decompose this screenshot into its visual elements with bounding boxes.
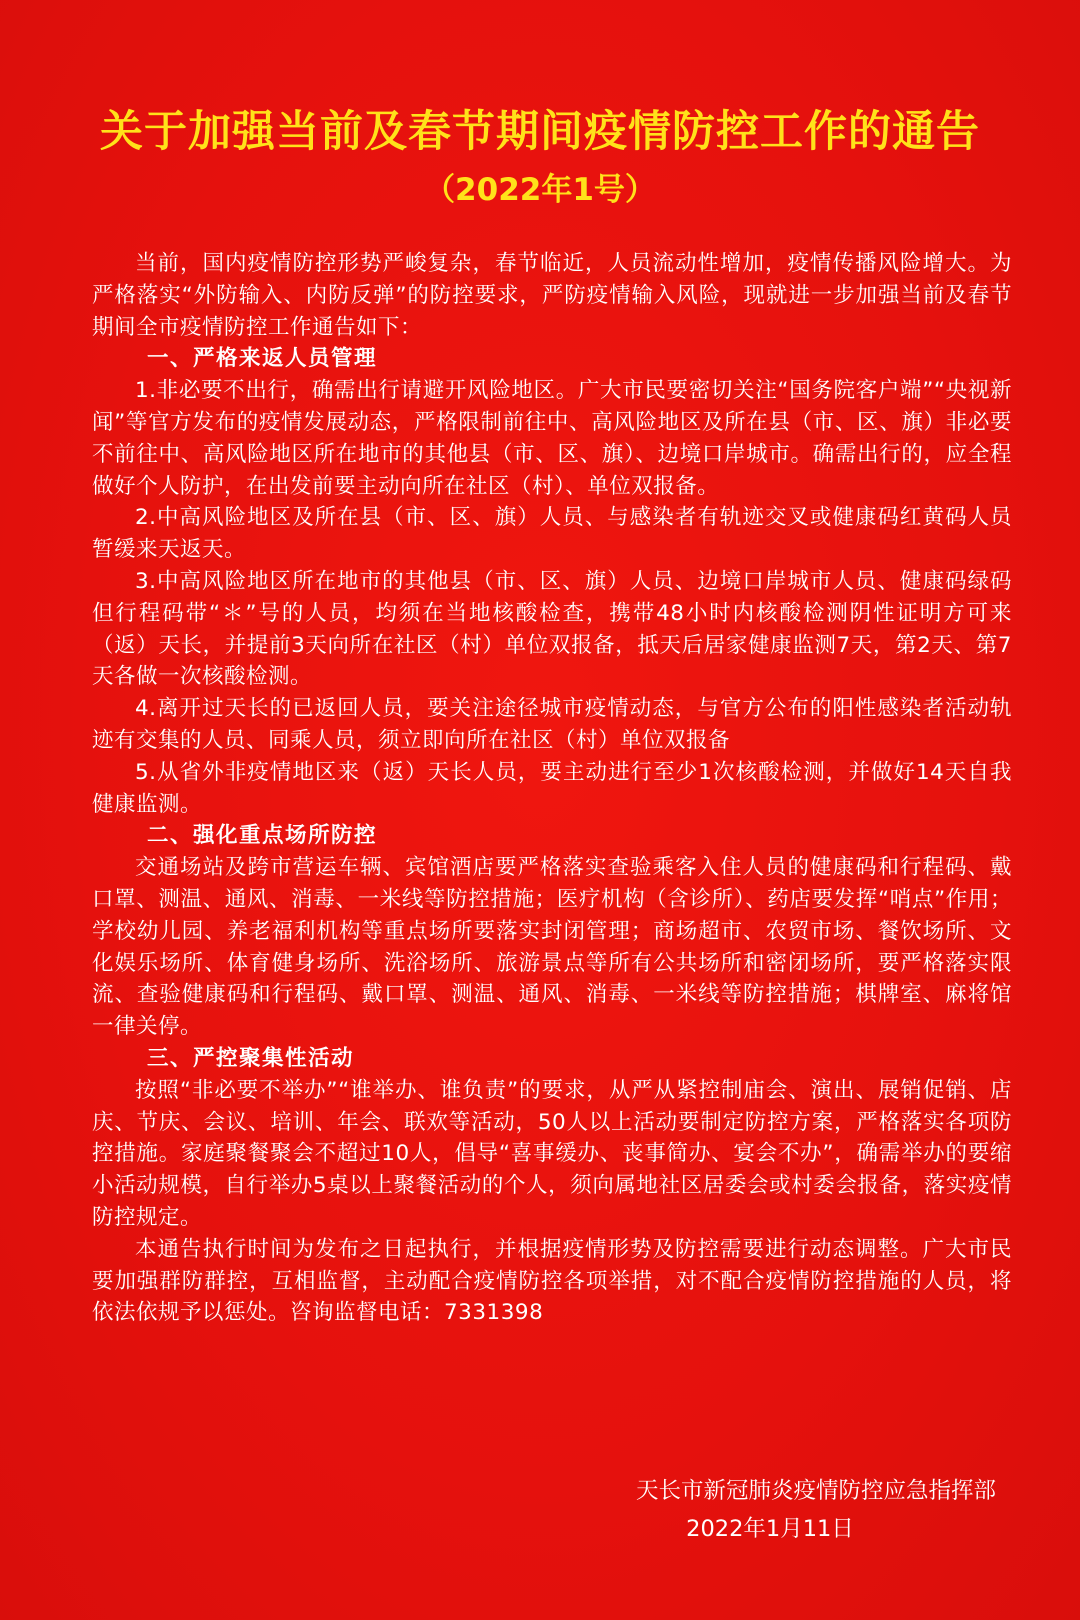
paragraph-venues: 交通场站及跨市营运车辆、宾馆酒店要严格落实查验乘客入住人员的健康码和行程码、戴口罩、测温、通风、消毒、一米线等防控措施；医疗机构（含诊所）、药店要发挥“哨点”作用；学校幼儿园、养老福利机构等重点场所要落实封闭管理；商场超市、农贸市场、餐饮场所、文化娱乐场所、体育健身场所、洗浴场所、旅游景点等所有公共场所和密闭场所，要严格落实限流、查验健康码和行程码、戴口罩、测温、通风、消毒、一米线等防控措施；棋牌室、麻将馆一律关停。 (92, 855, 1012, 1040)
section-heading-2: 二、强化重点场所防控 (147, 823, 378, 849)
paragraph-closing: 本通告执行时间为发布之日起执行，并根据疫情形势及防控需要进行动态调整。广大市民要加强群防群控，互相监督，主动配合疫情防控各项举措，对不配合疫情防控措施的人员，将依法依规予以惩处。咨询监督电话：7331398 (92, 1236, 1012, 1326)
notice-body (92, 248, 1012, 1329)
paragraph-item-2: 2.中高风险地区及所在县（市、区、旗）人员、与感染者有轨迹交叉或健康码红黄码人员暂缓来天返天。 (92, 505, 1012, 563)
section-heading-1: 一、严格来返人员管理 (147, 346, 378, 372)
paragraph-item-5: 5.从省外非疫情地区来（返）天长人员，要主动进行至少1次核酸检测，并做好14天自我健康监测。 (92, 759, 1012, 817)
paragraph-item-4: 4.离开过天长的已返回人员，要关注途径城市疫情动态，与官方公布的阳性感染者活动轨迹有交集的人员、同乘人员，须立即向所在社区（村）单位双报备 (92, 696, 1012, 753)
issue-date: 2022年1月11日 (686, 1516, 854, 1542)
section-heading-3: 三、严控聚集性活动 (147, 1045, 355, 1071)
intro-paragraph: 当前，国内疫情防控形势严峻复杂，春节临近，人员流动性增加，疫情传播风险增大。为严格落实“外防输入、内防反弹”的防控要求，严防疫情输入风险，现就进一步加强当前及春节期间全市疫情防控工作通告如下： (92, 251, 1012, 340)
notice-title: 关于加强当前及春节期间疫情防控工作的通告 (100, 107, 980, 157)
paragraph-gatherings: 按照“非必要不举办”“谁举办、谁负责”的要求，从严从紧控制庙会、演出、展销促销、店庆、节庆、会议、培训、年会、联欢等活动，50人以上活动要制定防控方案，严格落实各项防控措施。家庭聚餐聚会不超过10人，倡导“喜事缓办、丧事简办、宴会不办”，确需举办的要缩小活动规模，自行举办5桌以上聚餐活动的个人，须向属地社区居委会或村委会报备，落实疫情防控规定。 (92, 1077, 1012, 1230)
signature-block (540, 1472, 1000, 1548)
notice-number: （2022年1号） (424, 172, 656, 208)
issuing-organization: 天长市新冠肺炎疫情防控应急指挥部 (635, 1478, 996, 1504)
paragraph-item-1: 1.非必要不出行，确需出行请避开风险地区。广大市民要密切关注“国务院客户端”“央视新闻”等官方发布的疫情发展动态，严格限制前往中、高风险地区及所在县（市、区、旗）非必要不前往中、高风险地区所在地市的其他县（市、区、旗）、边境口岸城市。确需出行的，应全程做好个人防护，在出发前要主动向所在社区（村）、单位双报备。 (92, 378, 1012, 499)
paragraph-item-3: 3.中高风险地区所在地市的其他县（市、区、旗）人员、边境口岸城市人员、健康码绿码但行程码带“＊”号的人员，均须在当地核酸检查，携带48小时内核酸检测阴性证明方可来（返）天长，并提前3天向所在社区（村）单位双报备，抵天后居家健康监测7天，第2天、第7天各做一次核酸检测。 (92, 568, 1012, 690)
